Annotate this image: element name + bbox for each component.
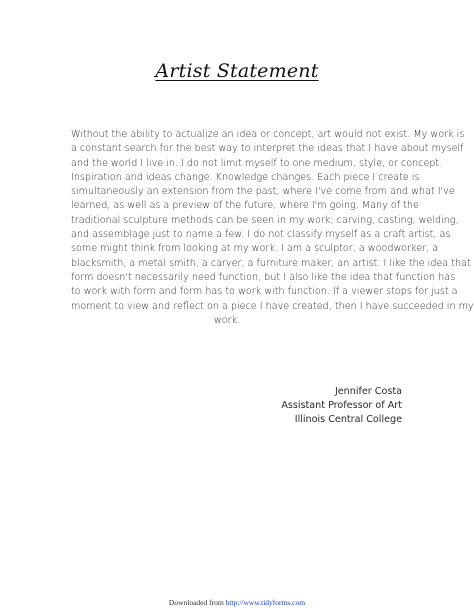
signature-name: Jennifer Costa	[334, 386, 402, 397]
body-line: Inspiration and ideas change. Knowledge changes. Each piece I create is	[71, 171, 420, 183]
signature-institution: Illinois Central College	[294, 414, 402, 425]
body-line: a constant search for the best way to interpret the ideas that I have about myself	[71, 143, 464, 155]
download-footer	[0, 598, 474, 607]
body-line: moment to view and reflect on a piece I have created, then I have succeeded in my	[71, 300, 474, 312]
body-line: learned, as well as a preview of the future, where I'm going. Many of the	[71, 200, 419, 212]
body-line: work.	[213, 314, 241, 326]
statement-body	[71, 128, 474, 328]
body-line: Without the ability to actualize an idea or concept, art would not exist. My work is	[71, 129, 465, 140]
body-line: traditional sculpture methods can be seen in my work; carving, casting, welding,	[71, 214, 459, 226]
body-line: and assemblage just to name a few. I do not classify myself as a craft artist, as	[71, 229, 451, 241]
body-line: some might think from looking at my work. I am a sculptor, a woodworker, a	[71, 243, 439, 255]
body-line: and the world I live in. I do not limit myself to one medium, style, or concept.	[71, 157, 443, 169]
body-line: blacksmith, a metal smith, a carver, a furniture maker, an artist. I like the idea that	[71, 257, 471, 269]
signature-block	[281, 385, 402, 427]
body-line: simultaneously an extension from the past, where I've come from and what I've	[71, 186, 455, 198]
footer-link[interactable]: http://www.tidyforms.com	[225, 598, 306, 607]
body-line: form doesn't necessarily need function, but I also like the idea that function has	[71, 271, 456, 283]
footer-prefix: Downloaded from	[168, 598, 226, 607]
signature-position: Assistant Professor of Art	[281, 400, 402, 411]
page-title: Artist Statement	[155, 60, 319, 82]
body-line: to work with form and form has to work with function. If a viewer stops for just a	[71, 286, 458, 298]
